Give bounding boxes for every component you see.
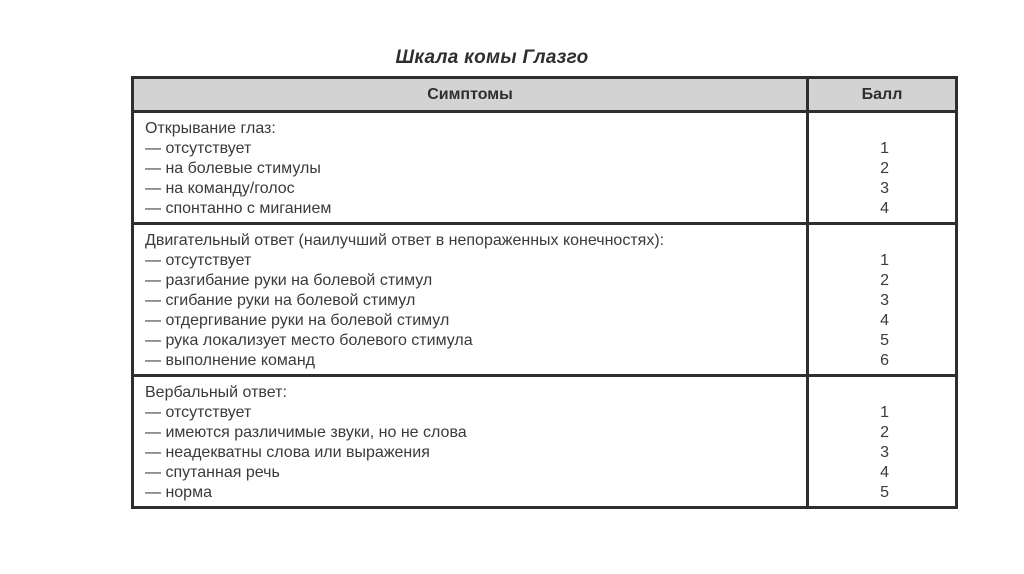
symptom-item: — спонтанно с миганием [145,200,332,217]
section-heading: Вербальный ответ: [145,384,287,401]
symptom-item: — отсутствует [145,252,252,269]
symptoms-cell [133,376,808,508]
symptom-item: — отсутствует [145,140,252,157]
score-value: 2 [880,160,889,177]
score-value: 4 [880,312,889,329]
score-value: 6 [880,352,889,369]
score-value: 4 [880,464,889,481]
score-value: 3 [880,292,889,309]
score-value: 4 [880,200,889,217]
score-value: 5 [880,484,889,501]
symptom-item: — отсутствует [145,404,252,421]
header-symptoms: Симптомы [133,78,808,112]
symptoms-cell [133,224,808,376]
symptom-item: — на команду/голос [145,180,295,197]
symptom-item: — выполнение команд [145,352,315,369]
score-cell [808,224,957,376]
score-cell [808,112,957,224]
score-cell [808,376,957,508]
score-value: 2 [880,272,889,289]
symptoms-cell [133,112,808,224]
score-value: 1 [880,140,889,157]
symptom-item: — на болевые стимулы [145,160,321,177]
symptom-item: — имеются различимые звуки, но не слова [145,424,467,441]
glasgow-coma-scale-table [131,76,958,509]
page-title: Шкала комы Глазго [395,47,589,68]
symptom-item: — норма [145,484,212,501]
section-verbal-response [133,376,957,508]
symptom-item: — отдергивание руки на болевой стимул [145,312,450,329]
section-eye-opening [133,112,957,224]
section-motor-response [133,224,957,376]
score-value: 5 [880,332,889,349]
symptom-item: — спутанная речь [145,464,280,481]
table-header-row [133,78,957,112]
score-value: 1 [880,252,889,269]
symptom-item: — разгибание руки на болевой стимул [145,272,433,289]
section-heading: Открывание глаз: [145,120,276,137]
score-value: 2 [880,424,889,441]
symptom-item: — неадекватны слова или выражения [145,444,430,461]
header-score: Балл [808,78,957,112]
symptom-item: — рука локализует место болевого стимула [145,332,473,349]
section-heading: Двигательный ответ (наилучший ответ в непораженных конечностях): [145,232,665,249]
score-value: 3 [880,180,889,197]
score-value: 3 [880,444,889,461]
symptom-item: — сгибание руки на болевой стимул [145,292,416,309]
score-value: 1 [880,404,889,421]
